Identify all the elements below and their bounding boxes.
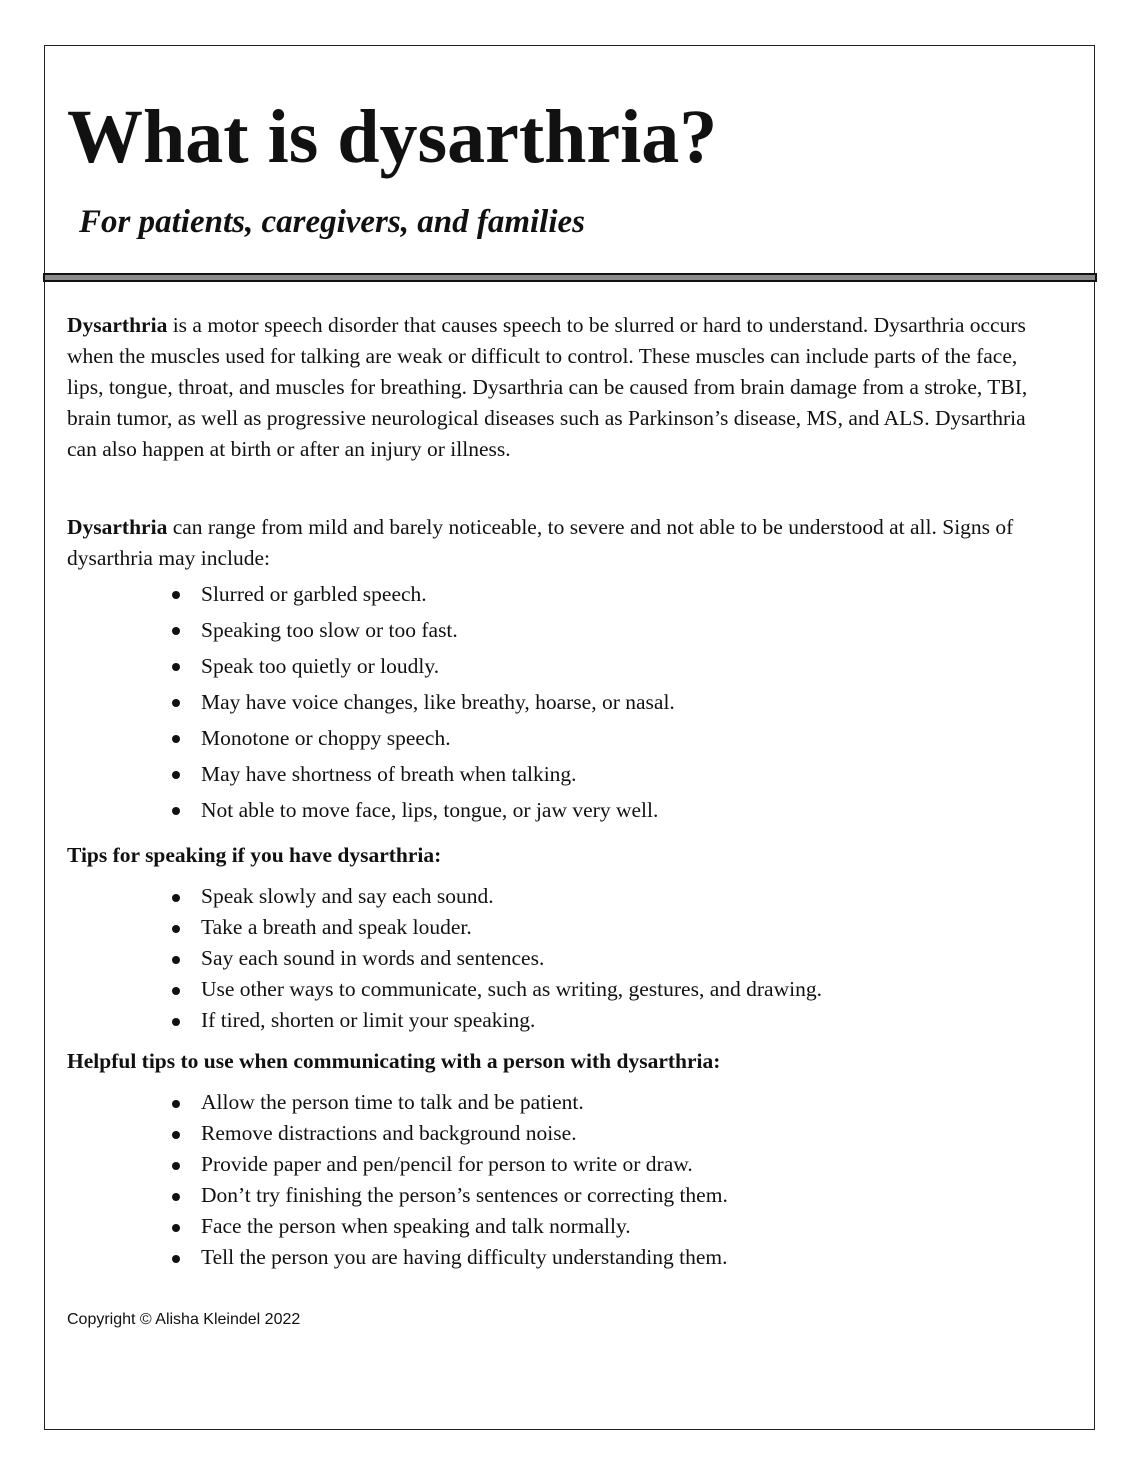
list-item: If tired, shorten or limit your speaking. (165, 1005, 822, 1036)
list-item: Remove distractions and background noise. (165, 1118, 728, 1149)
helpful-list (165, 1087, 728, 1273)
intro-term: Dysarthria (67, 313, 168, 337)
range-paragraph (67, 512, 1057, 574)
list-item: May have voice changes, like breathy, hoarse, or nasal. (165, 684, 675, 720)
list-item: Say each sound in words and sentences. (165, 943, 822, 974)
list-item: Tell the person you are having difficulty understanding them. (165, 1242, 728, 1273)
list-item: Slurred or garbled speech. (165, 576, 675, 612)
list-item: Take a breath and speak louder. (165, 912, 822, 943)
header-divider (43, 273, 1097, 282)
page-title: What is dysarthria? (67, 95, 718, 179)
copyright: Copyright © Alisha Kleindel 2022 (67, 1311, 301, 1328)
list-item: Speaking too slow or too fast. (165, 612, 675, 648)
range-term: Dysarthria (67, 515, 168, 539)
tips-list (165, 881, 822, 1036)
list-item: Use other ways to communicate, such as writing, gestures, and drawing. (165, 974, 822, 1005)
list-item: Speak too quietly or loudly. (165, 648, 675, 684)
list-item: May have shortness of breath when talking. (165, 756, 675, 792)
range-text: can range from mild and barely noticeable, to severe and not able to be understood at all. Signs of dysarthria may include: (67, 515, 1014, 570)
list-item: Speak slowly and say each sound. (165, 881, 822, 912)
tips-heading: Tips for speaking if you have dysarthria: (67, 843, 442, 867)
intro-paragraph (67, 310, 1057, 465)
list-item: Provide paper and pen/pencil for person to write or draw. (165, 1149, 728, 1180)
signs-list (165, 576, 675, 828)
intro-text: is a motor speech disorder that causes speech to be slurred or hard to understand. Dysarthria occurs when the muscles used for talking are weak or difficult to control. These muscles can include parts of the face, lips, tongue, throat, and muscles for breathing. Dysarthria can be caused from brain damage from a stroke, TBI, brain tumor, as well as progressive neurological diseases such as Parkinson’s disease, MS, and ALS. Dysarthria can also happen at birth or after an injury or illness. (67, 313, 1028, 461)
page-subtitle: For patients, caregivers, and families (79, 204, 585, 240)
list-item: Face the person when speaking and talk normally. (165, 1211, 728, 1242)
list-item: Not able to move face, lips, tongue, or jaw very well. (165, 792, 675, 828)
list-item: Allow the person time to talk and be patient. (165, 1087, 728, 1118)
helpful-heading: Helpful tips to use when communicating with a person with dysarthria: (67, 1049, 721, 1073)
list-item: Monotone or choppy speech. (165, 720, 675, 756)
list-item: Don’t try finishing the person’s sentences or correcting them. (165, 1180, 728, 1211)
